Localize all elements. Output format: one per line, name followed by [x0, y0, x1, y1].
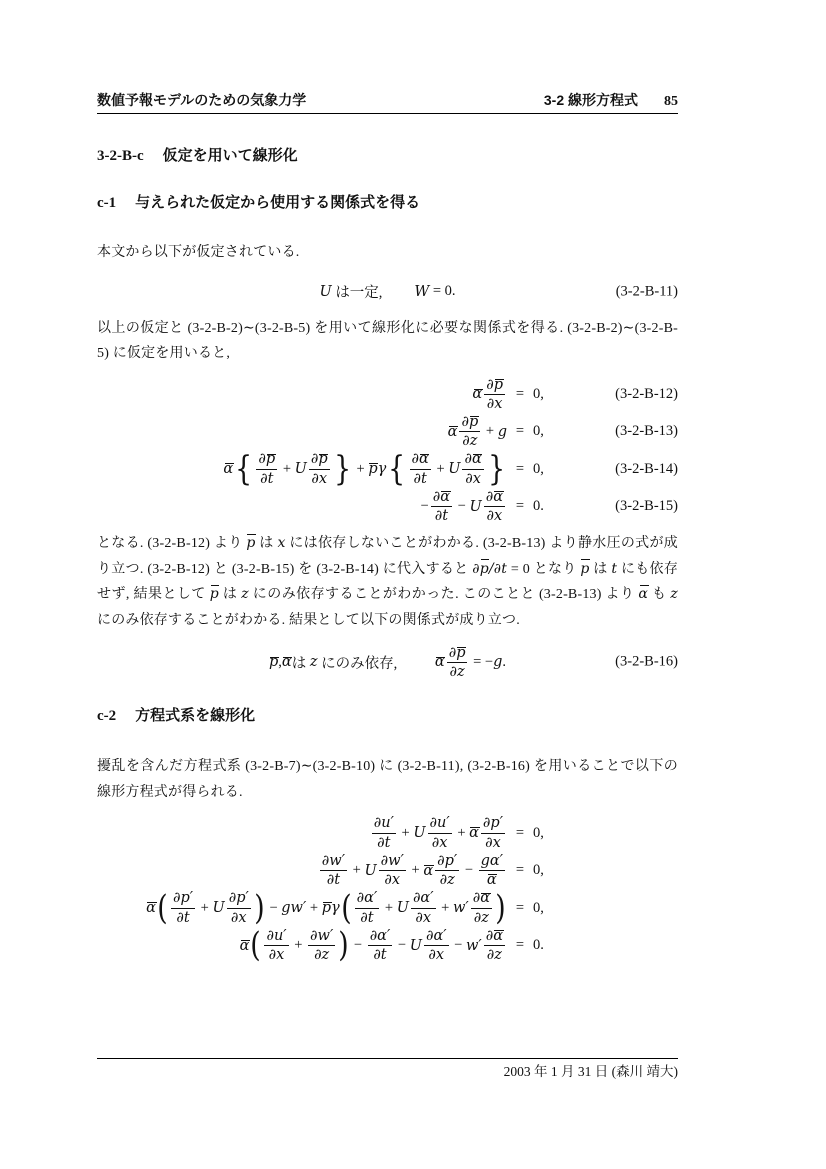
math-fraction [459, 414, 480, 449]
math-var: ∂u′ [373, 815, 394, 832]
math-var: ∂t [413, 470, 427, 487]
math-var: ∂x [311, 470, 328, 487]
math-var: ∂x [268, 947, 285, 964]
equation-tag [577, 815, 678, 850]
math-text: にのみ依存することがわかる. 結果として以下の関係式が成り立つ. [97, 612, 520, 628]
math-text: も [648, 587, 671, 603]
equation-rhs: 0, [533, 824, 544, 841]
math-var: U [294, 461, 307, 478]
math-var: t [611, 560, 618, 577]
math-var: ∂ [258, 451, 266, 468]
math-text: + [306, 899, 322, 916]
math-fraction [410, 451, 431, 486]
equation-relation: = [515, 862, 525, 879]
math-text: + [432, 460, 449, 477]
math-var: ∂z [449, 663, 465, 680]
equation-lhs [97, 414, 507, 449]
math-text: には依存しないことがわかる. (3-2-B-13) より静水圧の式が成り立つ. (3-2-B-12) と (3-2-B-15) を (3-2-B-14) に代入すると [97, 536, 678, 577]
page-footer [97, 1058, 678, 1080]
equation-3-2-B-11 [97, 281, 678, 303]
equation-tag: (3-2-B-12) [615, 385, 678, 402]
math-text: 本文から以下が仮定されている. [97, 245, 300, 260]
math-text: にも依存せず, 結果として [97, 561, 679, 603]
math-var: ∂α′ [425, 927, 447, 944]
math-barred-var: α [472, 386, 483, 403]
math-var: U [319, 283, 332, 300]
math-var: γ [330, 900, 340, 917]
math-var: ∂ [461, 413, 469, 430]
math-var: ∂t [377, 834, 391, 851]
paragraph-relations-intro [97, 316, 678, 367]
equation-relation: = [515, 899, 525, 916]
math-var: ∂p′ [228, 890, 249, 907]
math-var: ∂ [472, 890, 481, 907]
math-var: U [469, 498, 482, 515]
math-barred-var: p [580, 557, 589, 583]
math-barred-var: α [447, 423, 458, 440]
math-var: ∂t [260, 470, 274, 487]
math-var: U [212, 900, 225, 917]
math-var: ∂t [326, 872, 341, 889]
math-var: ∂x [431, 834, 448, 851]
math-fraction [368, 928, 393, 963]
math-text: − [265, 899, 282, 916]
math-var: ∂w′ [380, 852, 404, 869]
math-var: z [670, 586, 678, 603]
math-var: ∂p′ [437, 852, 458, 869]
math-delimited-group: ( $\frac{\partial\alpha'}{\partial t}$ + U $\frac{\partial\alpha'}{\partial x}$ + w′ $\frac{\partial\alpha}{\partial z}$ ) [340, 887, 506, 927]
math-barred-var: p [468, 413, 479, 430]
math-barred-var: α [486, 872, 497, 889]
math-var: ∂t [373, 947, 387, 964]
math-var: ∂t [176, 909, 190, 926]
math-var: ∂x [486, 395, 503, 412]
math-barred-var: p [246, 531, 255, 557]
math-var: ∂α′ [369, 927, 391, 944]
math-text: + [290, 937, 307, 954]
math-var: ∂w′ [321, 852, 345, 869]
math-var: ∂w′ [310, 927, 334, 944]
section-heading-3-2-B-c [97, 148, 678, 164]
math-fraction [428, 815, 452, 850]
math-barred-var: p [321, 900, 331, 917]
math-var: ∂ [486, 376, 494, 393]
subsection-title: 方程式系を線形化 [135, 707, 256, 725]
math-var: ∂ [310, 451, 319, 468]
subsection-heading-c-1 [97, 195, 678, 211]
math-barred-var: α [423, 862, 434, 879]
math-var: ∂x [465, 470, 481, 487]
equation-lhs [97, 815, 507, 850]
header-right [544, 93, 678, 109]
math-fraction [484, 489, 505, 524]
footer-date: 2003 年 1 月 31 日 (森川 靖大) [503, 1064, 678, 1079]
math-var: U [448, 461, 461, 478]
math-barred-var: α [638, 582, 648, 608]
math-var: /∂t [488, 560, 508, 577]
math-fraction [431, 489, 452, 524]
math-fraction [171, 890, 195, 925]
math-text: − [454, 498, 470, 515]
equation-tag [577, 928, 678, 963]
subsection-heading-c-2 [97, 708, 678, 724]
equation-lhs [97, 853, 507, 888]
equation-relation: = [515, 385, 525, 402]
equation-3-2-B-16 [97, 643, 678, 681]
math-barred-var: α [223, 461, 234, 478]
math-var: ∂x [486, 508, 503, 525]
math-var: gw′ [281, 900, 307, 917]
math-barred-var: α [471, 451, 482, 468]
math-var: ∂x [485, 834, 501, 851]
math-barred-var: p [368, 461, 378, 478]
math-var: ∂z [462, 433, 478, 450]
math-var: ∂α′ [412, 890, 434, 907]
subsection-number: c-1 [97, 195, 117, 211]
math-barred-var: α [493, 927, 503, 944]
page-header [97, 0, 678, 109]
math-var: ∂ [464, 451, 472, 468]
equation-rhs: 0. [533, 498, 544, 515]
equation-lhs [97, 451, 507, 486]
math-text: + [381, 899, 397, 916]
math-fraction [462, 451, 483, 486]
math-text: − [394, 937, 410, 954]
math-var: ∂z [486, 947, 502, 964]
math-var: ∂α′ [356, 890, 378, 907]
page-content [97, 0, 678, 963]
math-barred-var: p [480, 557, 489, 583]
equation-lhs [97, 377, 507, 412]
math-barred-var: α [239, 937, 250, 954]
math-text: + [397, 824, 414, 841]
equation-lhs [97, 925, 507, 965]
section-title: 仮定を用いて線形化 [162, 147, 298, 164]
equation-tag: (3-2-B-15) [615, 498, 678, 515]
math-text: + [279, 460, 295, 477]
header-section-title: 3-2 線形方程式 [543, 92, 638, 108]
math-var: U [409, 937, 422, 954]
math-text: = 0 となり [507, 561, 581, 577]
math-var: U [413, 825, 426, 842]
math-barred-var: α [469, 825, 479, 842]
header-book-title: 数値予報モデルのための気象力学 [97, 92, 307, 108]
math-delimited-group: ( $\frac{\partial u'}{\partial x}$ + $\frac{\partial w'}{\partial z}$ ) [250, 925, 349, 965]
math-fraction [435, 853, 459, 888]
equation-relation: = [515, 423, 525, 440]
math-text: . [502, 653, 507, 670]
math-text: にのみ依存, [317, 655, 398, 672]
math-fraction [424, 928, 449, 963]
math-var: ∂ [432, 488, 441, 505]
equation-relation: = [515, 937, 525, 954]
math-barred-var: p [456, 644, 466, 661]
math-text: , [278, 653, 282, 670]
math-var: ∂x [230, 909, 247, 926]
math-fraction [481, 815, 505, 850]
math-var: U [396, 900, 409, 917]
equation-array-linear-system [97, 815, 678, 963]
math-text: − [420, 498, 429, 515]
equation-rhs: 0, [533, 862, 544, 879]
math-fraction [256, 451, 277, 486]
subsection-title: 与えられた仮定から使用する関係式を得る [135, 194, 421, 211]
math-text: は [218, 587, 242, 603]
equation-lhs [97, 887, 507, 927]
math-var: ∂ [472, 560, 480, 577]
math-barred-var: α [146, 900, 156, 917]
math-fraction [471, 890, 492, 925]
math-text: は [291, 655, 310, 672]
math-var: ∂u′ [266, 927, 287, 944]
math-var: ∂ [411, 451, 420, 468]
math-var: ∂u′ [429, 815, 450, 832]
equation-tag: (3-2-B-16) [615, 653, 678, 670]
equation-rhs: 0, [533, 423, 544, 440]
math-var: z [309, 654, 318, 671]
math-fraction [308, 928, 335, 963]
section-number: 3-2-B-c [97, 148, 144, 164]
math-text: 擾乱を含んだ方程式系 (3-2-B-7)∼(3-2-B-10) に (3-2-B-11), (3-2-B-16) を用いることで以下の線形方程式が得られる. [97, 759, 678, 800]
math-var: x [277, 535, 286, 552]
math-text: + [352, 460, 369, 477]
math-text: + [349, 862, 365, 879]
math-var: U [364, 862, 377, 879]
equation-body [319, 281, 455, 302]
math-var: ∂ [485, 927, 494, 944]
math-fraction [372, 815, 396, 850]
math-var: ∂t [434, 508, 449, 525]
math-var: ∂ [485, 488, 494, 505]
math-fraction [411, 890, 436, 925]
equation-tag: (3-2-B-11) [615, 283, 678, 299]
math-text: + [197, 899, 213, 916]
math-var: ∂x [384, 872, 401, 889]
subsection-number: c-2 [97, 708, 117, 725]
math-delimited-group: ( $\frac{\partial p'}{\partial t}$ + U $\frac{\partial p'}{\partial x}$ ) [157, 887, 265, 927]
equation-relation: = [515, 824, 525, 841]
math-text: にのみ依存することがわかった. このことと (3-2-B-13) より [248, 587, 639, 603]
paragraph-linearize-intro [97, 754, 678, 805]
math-text: + [407, 862, 424, 879]
math-fraction [320, 853, 347, 888]
math-text: − [450, 937, 466, 954]
math-var: ∂z [314, 947, 330, 964]
math-barred-var: p [493, 376, 503, 393]
equation-rhs: 0. [533, 937, 544, 954]
paragraph-derivation [97, 531, 678, 633]
equation-relation: = [515, 460, 525, 477]
math-var: ∂z [439, 872, 455, 889]
equation-body [269, 645, 506, 680]
math-var: ∂x [415, 909, 432, 926]
math-text: = 0. [429, 283, 456, 299]
math-var: ∂p′ [172, 890, 194, 907]
math-barred-var: α [493, 488, 503, 505]
equation-rhs: 0, [533, 460, 544, 477]
math-var: w′ [465, 937, 482, 954]
math-var: gα′ [480, 852, 503, 869]
math-fraction [355, 890, 380, 925]
page-number: 85 [664, 94, 678, 109]
math-var: ∂x [428, 947, 445, 964]
math-var: ∂ [448, 644, 457, 661]
math-text: − [350, 937, 366, 954]
equation-rhs: 0, [533, 385, 544, 402]
equation-rhs: 0, [533, 899, 544, 916]
math-text: + [453, 824, 470, 841]
math-text: + [437, 899, 453, 916]
math-barred-var: p [268, 654, 279, 671]
math-var: W [414, 283, 430, 300]
equation-relation: = [515, 498, 525, 515]
math-text: は一定, [331, 285, 383, 301]
math-fraction [484, 928, 505, 963]
math-text: + [482, 423, 498, 440]
math-text: は [589, 561, 612, 577]
header-rule [97, 113, 678, 114]
math-delimited-group: { $\frac{\partial p}{\partial t}$ + U $\frac{\partial p}{\partial x}$ } [235, 449, 351, 488]
equation-array-12-15 [97, 377, 678, 525]
math-var: w′ [452, 900, 469, 917]
math-text: − [461, 862, 477, 879]
math-fraction [264, 928, 288, 963]
math-delimited-group: { $\frac{\partial\alpha}{\partial t}$ + U $\frac{\partial\alpha}{\partial x}$ } [388, 449, 505, 488]
math-fraction [484, 377, 505, 412]
math-fraction [447, 645, 468, 680]
math-fraction [379, 853, 406, 888]
math-var: ∂z [473, 909, 489, 926]
math-barred-var: α [480, 890, 490, 907]
equation-tag: (3-2-B-13) [615, 423, 678, 440]
equation-lhs [97, 489, 507, 524]
math-text: = − [469, 653, 494, 670]
math-barred-var: α [281, 654, 292, 671]
math-var: g [497, 423, 507, 440]
equation-tag [577, 890, 678, 925]
paragraph-assumption-intro [97, 240, 678, 266]
equation-tag: (3-2-B-14) [615, 460, 678, 477]
math-barred-var: p [318, 451, 328, 468]
math-var: g [493, 654, 503, 671]
math-text: 以上の仮定と (3-2-B-2)∼(3-2-B-5) を用いて線形化に必要な関係式を得る. (3-2-B-2)∼(3-2-B-5) に仮定を用いると, [97, 320, 678, 361]
equation-tag [577, 853, 678, 888]
math-var: z [241, 586, 249, 603]
math-fraction [479, 853, 505, 888]
math-barred-var: α [419, 451, 429, 468]
math-fraction [227, 890, 251, 925]
math-fraction [309, 451, 330, 486]
math-var: γ [377, 461, 387, 478]
math-text: は [255, 536, 278, 552]
math-barred-var: α [440, 488, 451, 505]
math-barred-var: p [265, 451, 276, 468]
math-var: ∂p′ [482, 815, 503, 832]
math-barred-var: p [210, 582, 219, 608]
math-var: ∂t [360, 909, 374, 926]
math-text: となる. (3-2-B-12) より [97, 536, 247, 552]
math-barred-var: α [434, 654, 445, 671]
